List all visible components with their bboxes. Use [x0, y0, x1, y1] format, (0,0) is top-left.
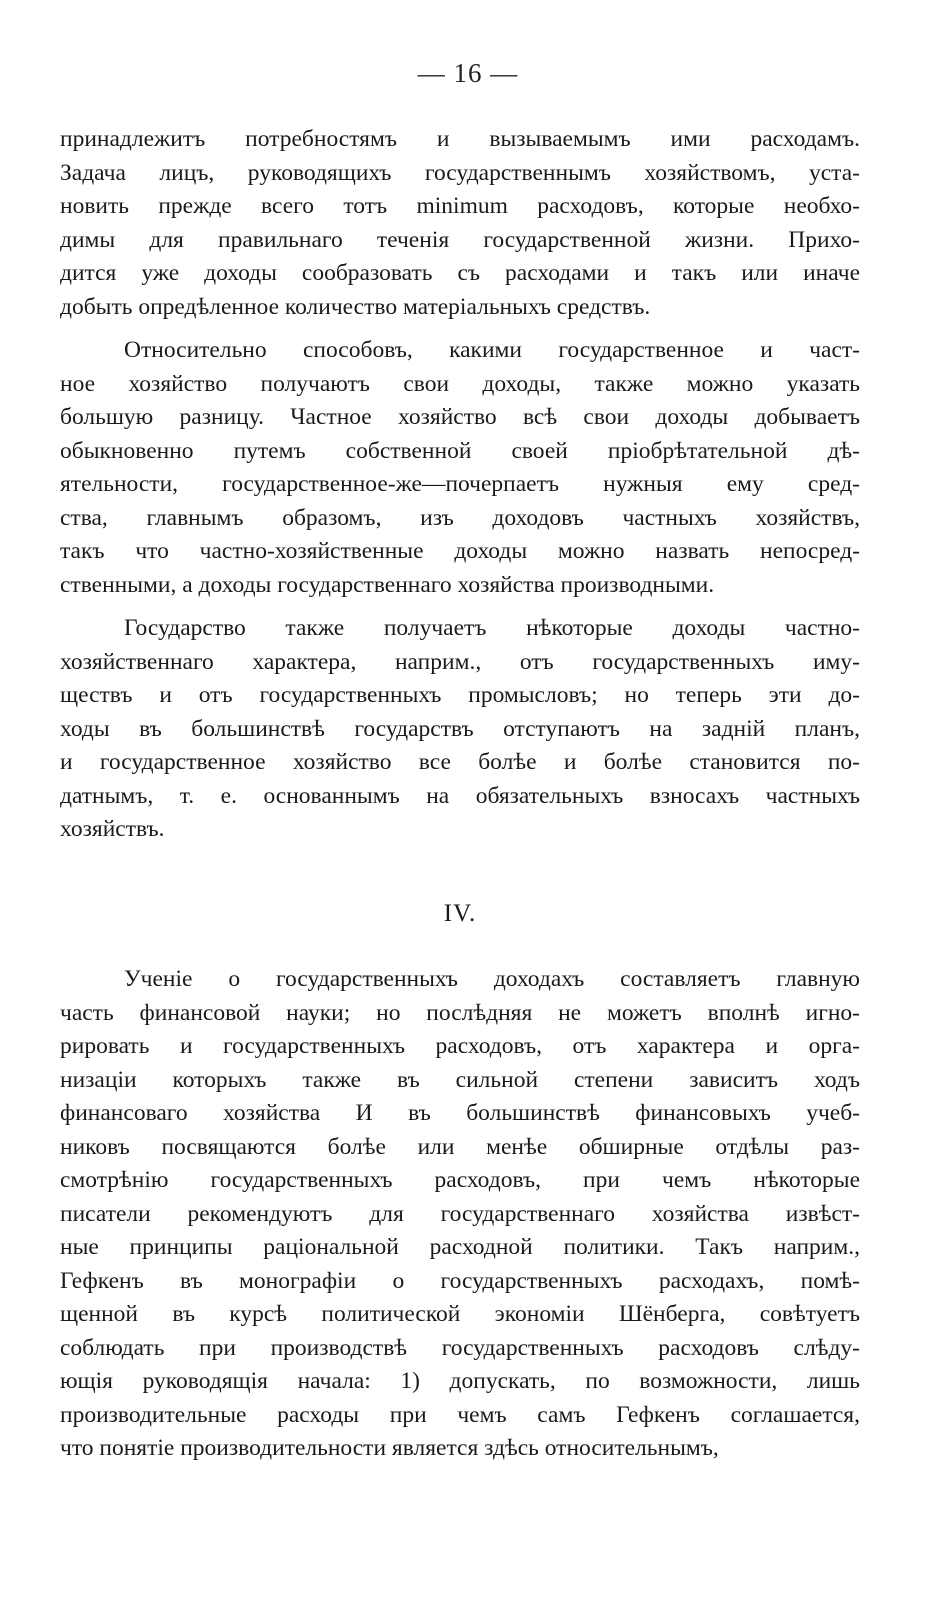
text-line: Ученіе о государственныхъ доходахъ составляетъ главную — [124, 966, 860, 992]
text-line: хозяйствъ. — [60, 816, 165, 842]
text-line: производительные расходы при чемъ самъ Гефкенъ соглашается, — [60, 1401, 860, 1428]
text-line: Гефкенъ въ монографіи о государственныхъ расходахъ, помѣ- — [60, 1267, 860, 1294]
text-line: Государство также получаетъ нѣкоторые доходы частно- — [124, 615, 860, 641]
text-line: димы для правильнаго теченія государственной жизни. Прихо- — [60, 226, 860, 253]
text-line: ществъ и отъ государственныхъ промысловъ; но теперь эти до- — [60, 682, 860, 708]
section-heading: IV. — [443, 899, 477, 927]
text-line: писатели рекомендуютъ для государственнаго хозяйства извѣст- — [60, 1200, 860, 1227]
text-line: принадлежитъ потребностямъ и вызываемымъ ими расходамъ. — [60, 126, 860, 152]
text-line: ятельности, государственное-же—почерпаетъ нужныя ему сред- — [60, 471, 860, 497]
text-line: и государственное хозяйство все болѣе и болѣе становится по- — [60, 749, 860, 775]
text-line: низаціи которыхъ также въ сильной степени зависитъ ходъ — [60, 1066, 860, 1093]
text-line: ное хозяйство получаютъ свои доходы, также можно указать — [60, 370, 860, 397]
text-line: датнымъ, т. е. основаннымъ на обязательныхъ взносахъ частныхъ — [60, 782, 860, 809]
text-line: новить прежде всего тотъ minimum расходовъ, которые необхо- — [60, 193, 860, 219]
text-line: ства, главнымъ образомъ, изъ доходовъ частныхъ хозяйствъ, — [60, 504, 860, 531]
body-text — [60, 123, 860, 1466]
paragraphs-before — [60, 123, 860, 847]
text-line: ющія руководящія начала: 1) допускать, по возможности, лишь — [60, 1368, 860, 1394]
paragraph — [60, 612, 860, 847]
text-line: часть финансовой науки; но послѣдняя не можетъ вполнѣ игно- — [60, 999, 860, 1026]
text-line: Относительно способовъ, какими государственное и част- — [124, 337, 860, 363]
text-line: соблюдать при производствѣ государственныхъ расходовъ слѣду- — [60, 1334, 860, 1361]
text-line: что понятіе производительности является здѣсь относительнымъ, — [60, 1435, 719, 1461]
text-line: рировать и государственныхъ расходовъ, отъ характера и орга- — [60, 1033, 860, 1059]
page-number: — 16 — — [417, 58, 519, 88]
text-line: Задача лицъ, руководящихъ государственнымъ хозяйствомъ, уста- — [60, 159, 860, 186]
paragraph — [60, 123, 860, 324]
text-line: никовъ посвящаются болѣе или менѣе обширные отдѣлы раз- — [60, 1133, 860, 1160]
text-line: дится уже доходы сообразовать съ расходами и такъ или иначе — [60, 260, 860, 286]
paragraph — [60, 963, 860, 1466]
text-line: хозяйственнаго характера, наприм., отъ государственныхъ иму- — [60, 648, 860, 675]
paragraph — [60, 334, 860, 602]
text-line: ственными, а доходы государственнаго хозяйства производными. — [60, 571, 715, 598]
text-line: ные принципы раціональной расходной политики. Такъ наприм., — [60, 1234, 860, 1260]
text-line: ходы въ большинствѣ государствъ отступаютъ на задній планъ, — [60, 715, 860, 742]
text-line: добыть опредѣленное количество матеріальныхъ средствъ. — [60, 293, 651, 320]
text-line: такъ что частно-хозяйственные доходы можно назвать непосред- — [60, 538, 860, 564]
text-line: щенной въ курсѣ политической экономіи Шёнберга, совѣтуетъ — [60, 1301, 860, 1327]
text-line: финансоваго хозяйства И въ большинствѣ финансовыхъ учеб- — [60, 1100, 860, 1126]
paragraphs-after — [60, 963, 860, 1466]
text-line: обыкновенно путемъ собственной своей пріобрѣтательной дѣ- — [60, 437, 860, 464]
text-line: смотрѣнію государственныхъ расходовъ, при чемъ нѣкоторые — [60, 1167, 860, 1193]
text-line: большую разницу. Частное хозяйство всѣ свои доходы добываетъ — [60, 404, 860, 430]
